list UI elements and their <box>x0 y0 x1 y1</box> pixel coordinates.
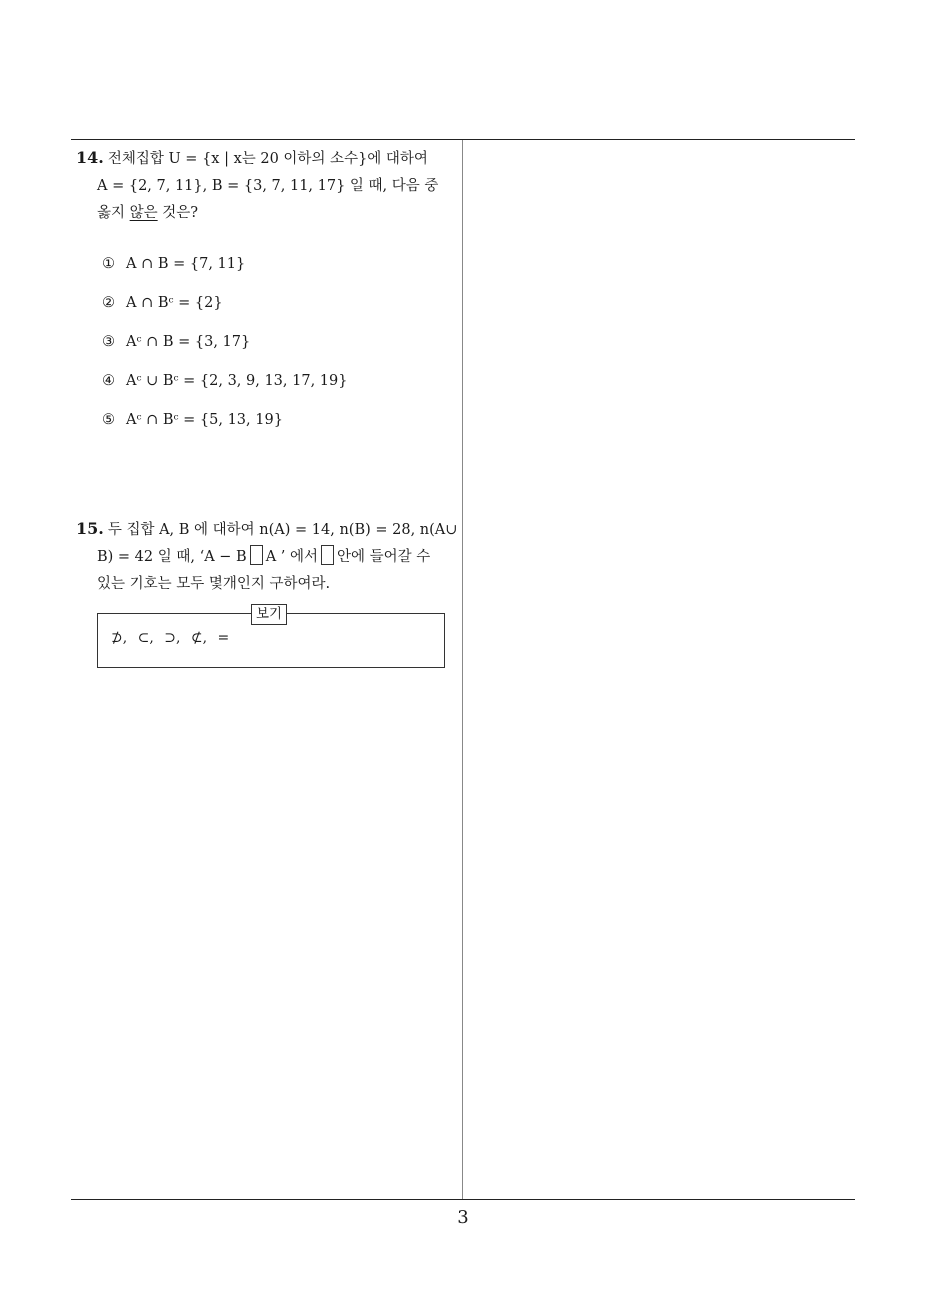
bogi-box <box>97 606 445 668</box>
blank-box <box>321 545 334 565</box>
choice-3[interactable] <box>102 328 347 367</box>
choice-text: Aᶜ ∩ B = {3, 17} <box>126 334 251 350</box>
choice-text: Aᶜ ∪ Bᶜ = {2, 3, 9, 13, 17, 19} <box>126 373 348 389</box>
question-14-number: 14. <box>76 148 104 167</box>
question-15-line-2 <box>76 544 458 571</box>
choice-mark: ① <box>102 256 115 272</box>
choice-text: A ∩ B = {7, 11} <box>126 256 246 272</box>
underlined-word: 않은 <box>129 205 158 221</box>
choice-mark: ⑤ <box>102 412 115 428</box>
choice-text: Aᶜ ∩ Bᶜ = {5, 13, 19} <box>126 412 283 428</box>
question-14-text-3b: 것은? <box>157 205 199 221</box>
question-15-number: 15. <box>76 519 104 538</box>
choice-mark: ④ <box>102 373 115 389</box>
question-15 <box>76 515 458 598</box>
question-14-text-1: 전체집합 U = {x | x는 20 이하의 소수}에 대하여 <box>107 151 428 167</box>
blank-box <box>250 545 263 565</box>
bogi-title: 보기 <box>251 604 287 625</box>
question-15-text-2b: A ’ 에서 <box>265 549 319 565</box>
question-14 <box>76 144 458 227</box>
question-15-line-3: 있는 기호는 모두 몇개인지 구하여라. <box>97 576 331 592</box>
page-number: 3 <box>457 1207 469 1228</box>
question-14-line-3 <box>76 200 458 227</box>
choice-2[interactable] <box>102 289 347 328</box>
choice-4[interactable] <box>102 367 347 406</box>
question-15-line-1 <box>76 515 458 544</box>
answer-choices <box>102 250 347 445</box>
question-15-text-2c: 안에 들어갈 수 <box>337 549 431 565</box>
choice-mark: ② <box>102 295 115 311</box>
bottom-rule <box>71 1199 855 1200</box>
choice-text: A ∩ Bᶜ = {2} <box>126 295 223 311</box>
choice-1[interactable] <box>102 250 347 289</box>
question-15-text-2a: B) = 42 일 때, ‘A − B <box>97 549 247 565</box>
choice-5[interactable] <box>102 406 347 445</box>
question-14-line-2: A = {2, 7, 11}, B = {3, 7, 11, 17} 일 때, 다음 중 <box>97 178 439 194</box>
choice-mark: ③ <box>102 334 115 350</box>
question-15-text-1: 두 집합 A, B 에 대하여 n(A) = 14, n(B) = 28, n(A∪ <box>107 522 458 538</box>
question-14-text-3a: 옳지 <box>97 205 130 221</box>
question-14-line-1 <box>76 144 458 173</box>
top-rule <box>71 139 855 140</box>
bogi-symbols: ⊅, ⊂, ⊃, ⊄, = <box>111 630 230 646</box>
column-divider <box>462 140 463 1200</box>
